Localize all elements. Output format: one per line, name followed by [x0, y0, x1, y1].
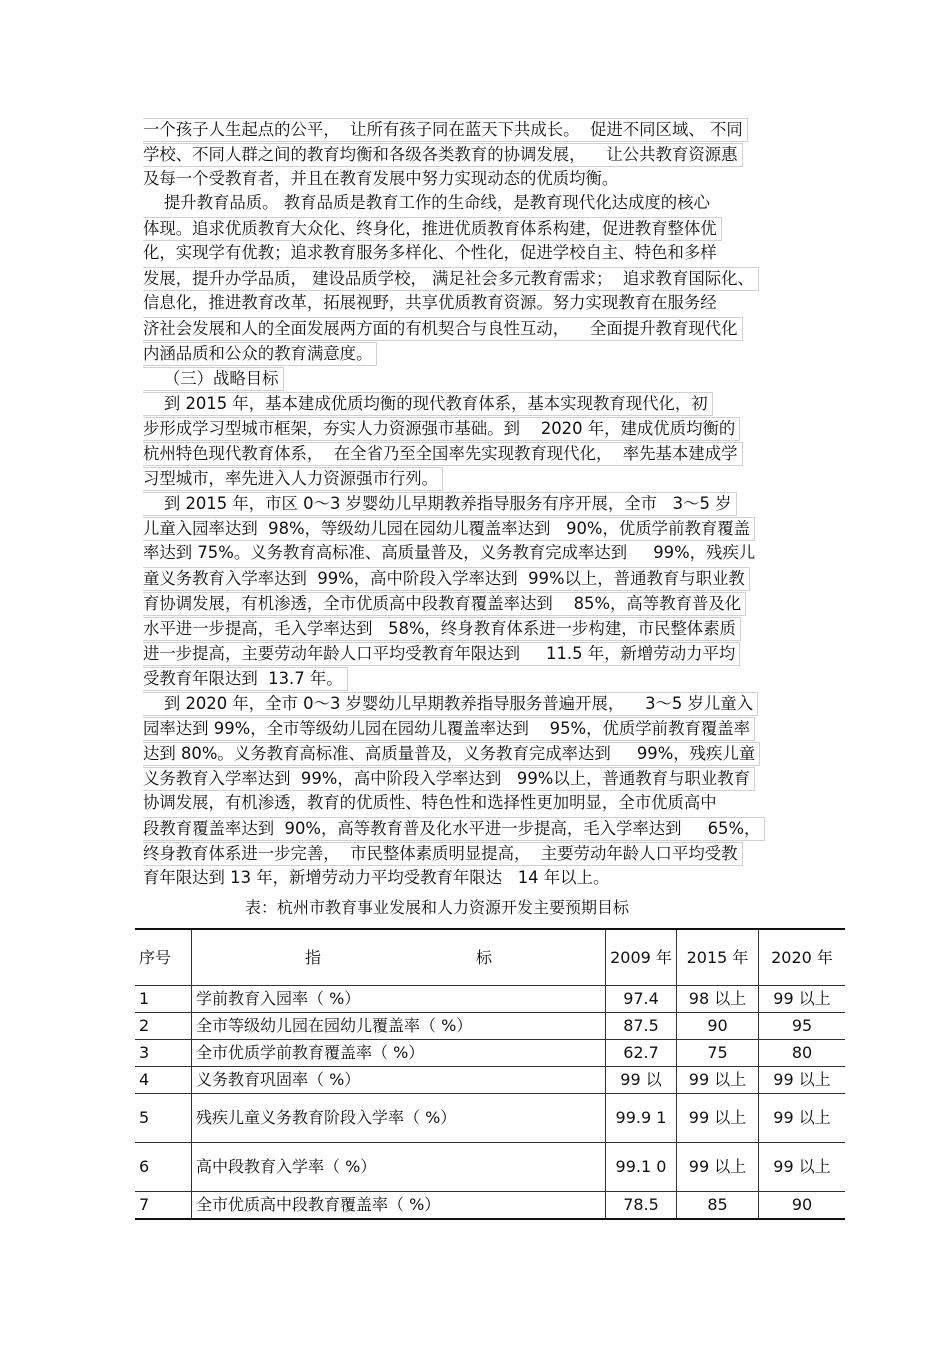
header-seq: 序号 [135, 929, 192, 986]
table-header-row [135, 929, 845, 986]
table-row [135, 1040, 845, 1067]
table-row [135, 1067, 845, 1094]
cell-2015: 99 以上 [677, 1094, 759, 1143]
cell-seq: 2 [135, 1013, 192, 1040]
text-line: 到 2020 年，全市 0～3 岁婴幼儿早期教养指导服务普遍开展， 3～5 岁儿童入 [143, 692, 758, 716]
text-line: 学校、不同人群之间的教育均衡和各级各类教育的协调发展， 让公共教育资源惠 [143, 143, 743, 167]
cell-2020: 99 以上 [759, 1094, 846, 1143]
text-line: 体现。追求优质教育大众化、终身化，推进优质教育体系构建，促进教育整体优 [143, 217, 722, 241]
cell-indicator: 高中段教育入学率（ %） [192, 1143, 606, 1192]
text-line: 及每一个受教育者，并且在教育发展中努力实现动态的优质均衡。 [143, 169, 619, 188]
text-line: 发展，提升办学品质， 建设品质学校， 满足社会多元教育需求； 追求教育国际化、 [143, 267, 759, 291]
text-line: 终身教育体系进一步完善， 市民整体素质明显提高， 主要劳动年龄人口平均受教 [143, 842, 743, 866]
text-line: 化，实现学有优教；追求教育服务多样化、个性化，促进学校自主、特色和多样 [143, 243, 717, 262]
cell-indicator: 残疾儿童义务教育阶段入学率（ %） [192, 1094, 606, 1143]
text-line: 一个孩子人生起点的公平， 让所有孩子同在蓝天下共成长。 促进不同区域、 不同 [143, 118, 748, 142]
text-line: 水平进一步提高，毛入学率达到 58%，终身教育体系进一步构建，市民整体素质 [143, 617, 741, 641]
cell-indicator: 全市优质高中段教育覆盖率（ %） [192, 1192, 606, 1220]
header-indicator: 指 标 [192, 929, 606, 986]
cell-2009: 99.9 1 [606, 1094, 677, 1143]
text-line: 达到 80%。义务教育高标准、高质量普及，义务教育完成率达到 99%，残疾儿童 [143, 742, 760, 766]
cell-seq: 7 [135, 1192, 192, 1220]
text-line: 进一步提高，主要劳动年龄人口平均受教育年限达到 11.5 年，新增劳动力平均 [143, 642, 740, 666]
header-2015: 2015 年 [677, 929, 759, 986]
table-row [135, 1013, 845, 1040]
cell-2020: 99 以上 [759, 1143, 846, 1192]
cell-2015: 98 以上 [677, 986, 759, 1013]
cell-2020: 95 [759, 1013, 846, 1040]
cell-indicator: 义务教育巩固率（ %） [192, 1067, 606, 1094]
text-line: 儿童入园率达到 98%，等级幼儿园在园幼儿覆盖率达到 90%，优质学前教育覆盖 [143, 517, 755, 541]
header-2009: 2009 年 [606, 929, 677, 986]
section-heading-text: （三）战略目标 [143, 367, 284, 391]
text-line: 段教育覆盖率达到 90%，高等教育普及化水平进一步提高，毛入学率达到 65%， [143, 817, 765, 841]
cell-seq: 6 [135, 1143, 192, 1192]
cell-2015: 99 以上 [677, 1143, 759, 1192]
cell-2015: 85 [677, 1192, 759, 1220]
cell-2020: 99 以上 [759, 986, 846, 1013]
text-line: 童义务教育入学率达到 99%，高中阶段入学率达到 99%以上，普通教育与职业教 [143, 567, 750, 591]
cell-2020: 90 [759, 1192, 846, 1220]
cell-indicator: 全市优质学前教育覆盖率（ %） [192, 1040, 606, 1067]
cell-2015: 90 [677, 1013, 759, 1040]
cell-seq: 5 [135, 1094, 192, 1143]
cell-2009: 99.1 0 [606, 1143, 677, 1192]
cell-indicator: 学前教育入园率（ %） [192, 986, 606, 1013]
table-row [135, 1192, 845, 1220]
text-line: 义务教育入学率达到 99%，高中阶段入学率达到 99%以上，普通教育与职业教育 [143, 767, 755, 791]
text-line: 提升教育品质。 教育品质是教育工作的生命线，是教育现代化达成度的核心 [143, 193, 710, 212]
text-line: 率达到 75%。义务教育高标准、高质量普及，义务教育完成率达到 99%，残疾儿 [143, 543, 756, 562]
text-line: 到 2015 年，市区 0～3 岁婴幼儿早期教养指导服务有序开展，全市 3～5 岁 [143, 492, 737, 516]
text-line: 杭州特色现代教育体系， 在全省乃至全国率先实现教育现代化， 率先基本建成学 [143, 442, 743, 466]
text-line: 习型城市，率先进入人力资源强市行列。 [143, 467, 443, 491]
cell-seq: 1 [135, 986, 192, 1013]
text-line: 内涵品质和公众的教育满意度。 [143, 342, 377, 366]
cell-2009: 99 以 [606, 1067, 677, 1094]
cell-2009: 97.4 [606, 986, 677, 1013]
cell-indicator: 全市等级幼儿园在园幼儿覆盖率（ %） [192, 1013, 606, 1040]
text-line: 信息化，推进教育改革，拓展视野，共享优质教育资源。努力实现教育在服务经 [143, 293, 717, 312]
text-line: 育协调发展，有机渗透，全市优质高中段教育覆盖率达到 85%，高等教育普及化 [143, 592, 746, 616]
targets-table [135, 928, 845, 1220]
cell-2020: 99 以上 [759, 1067, 846, 1094]
text-line: 济社会发展和人的全面发展两方面的有机契合与良性互动， 全面提升教育现代化 [143, 317, 743, 341]
text-line: 园率达到 99%，全市等级幼儿园在园幼儿覆盖率达到 95%，优质学前教育覆盖率 [143, 717, 755, 741]
cell-2015: 99 以上 [677, 1067, 759, 1094]
text-line: 协调发展，有机渗透，教育的优质性、特色性和选择性更加明显，全市优质高中 [143, 793, 717, 812]
table-row [135, 1143, 845, 1192]
cell-2020: 80 [759, 1040, 846, 1067]
text-line: 育年限达到 13 年，新增劳动力平均受教育年限达 14 年以上。 [143, 868, 610, 887]
header-2020: 2020 年 [759, 929, 846, 986]
text-line: 到 2015 年，基本建成优质均衡的现代教育体系，基本实现教育现代化，初 [143, 392, 713, 416]
cell-2009: 78.5 [606, 1192, 677, 1220]
cell-2015: 75 [677, 1040, 759, 1067]
cell-seq: 4 [135, 1067, 192, 1094]
table-row [135, 986, 845, 1013]
text-line: 受教育年限达到 13.7 年。 [143, 667, 348, 691]
cell-seq: 3 [135, 1040, 192, 1067]
cell-2009: 87.5 [606, 1013, 677, 1040]
table-row [135, 1094, 845, 1143]
cell-2009: 62.7 [606, 1040, 677, 1067]
text-line: 步形成学习型城市框架，夯实人力资源强市基础。到 2020 年，建成优质均衡的 [143, 417, 740, 441]
table-caption: 表：杭州市教育事业发展和人力资源开发主要预期目标 [245, 898, 630, 917]
